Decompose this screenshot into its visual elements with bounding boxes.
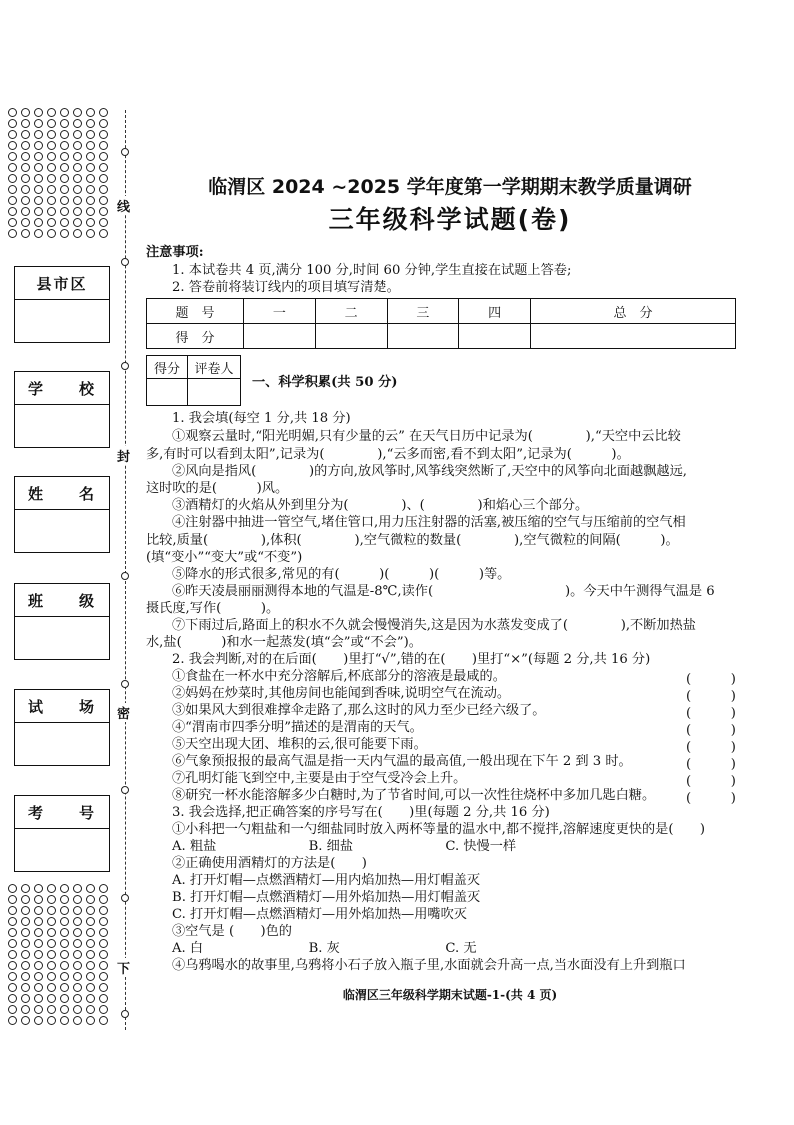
school-field[interactable] xyxy=(14,371,110,448)
binding-dot-icon xyxy=(99,163,108,172)
binding-dot-icon xyxy=(86,906,95,915)
binding-dot-icon xyxy=(73,961,82,970)
q3-3: ③空气是 ( )色的 xyxy=(172,924,292,939)
binding-dot-icon xyxy=(8,950,17,959)
binding-dot xyxy=(121,572,129,580)
binding-dot-icon xyxy=(47,917,56,926)
binding-dot-icon xyxy=(34,972,43,981)
binding-dot-icon xyxy=(99,939,108,948)
class-field[interactable] xyxy=(14,583,110,660)
binding-dot-icon xyxy=(21,218,30,227)
binding-dot-icon xyxy=(99,928,108,937)
binding-dot-icon xyxy=(47,961,56,970)
score-header-4: 四 xyxy=(459,299,531,324)
binding-dot-icon xyxy=(47,884,56,893)
binding-dot-icon xyxy=(34,108,43,117)
binding-dot-icon xyxy=(47,1016,56,1025)
binding-dot-icon xyxy=(34,152,43,161)
binding-dot-icon xyxy=(34,185,43,194)
binding-dot-icon xyxy=(99,207,108,216)
q3-2: ②正确使用酒精灯的方法是( ) xyxy=(172,856,367,871)
score-row-label: 得 分 xyxy=(147,324,244,349)
q3-heading: 3. 我会选择,把正确答案的序号写在( )里(每题 2 分,共 16 分) xyxy=(172,805,550,820)
q2-5: ⑤天空出现大团、堆积的云,很可能要下雨。 xyxy=(172,737,427,752)
binding-dot-icon xyxy=(73,928,82,937)
q3-1: ①小科把一勺粗盐和一勺细盐同时放入两杯等量的温水中,都不搅拌,溶解速度更快的是( ) xyxy=(172,822,705,837)
binding-dot-icon xyxy=(99,185,108,194)
q1-heading: 1. 我会填(每空 1 分,共 18 分) xyxy=(172,411,351,426)
binding-dot-icon xyxy=(86,994,95,1003)
binding-dot-icon xyxy=(99,994,108,1003)
binding-dot-icon xyxy=(47,994,56,1003)
exam-number-label: 考 号 xyxy=(27,803,96,822)
binding-dot-icon xyxy=(21,895,30,904)
binding-dot-icon xyxy=(47,939,56,948)
binding-dot xyxy=(121,148,129,156)
binding-char-xia: 下 xyxy=(117,958,130,977)
binding-dot-icon xyxy=(21,961,30,970)
binding-dot-icon xyxy=(60,185,69,194)
binding-dot-icon xyxy=(73,141,82,150)
binding-dot-icon xyxy=(86,1016,95,1025)
binding-dot-icon xyxy=(34,961,43,970)
binding-dot-icon xyxy=(34,895,43,904)
binding-dot-icon xyxy=(47,972,56,981)
binding-dot-icon xyxy=(21,917,30,926)
q2-5-answer[interactable]: ( ) xyxy=(686,740,736,755)
binding-dot-icon xyxy=(99,950,108,959)
binding-dot-icon xyxy=(73,895,82,904)
q2-heading: 2. 我会判断,对的在后面( )里打“√”,错的在( )里打“×”(每题 2 分,共 16 分) xyxy=(172,652,651,667)
binding-dot-icon xyxy=(8,229,17,238)
q2-8: ⑧研究一杯水能溶解多少白糖时,为了节省时间,可以一次性往烧杯中多加几匙白糖。 xyxy=(172,788,656,803)
binding-dot-icon xyxy=(21,196,30,205)
binding-dot-icon xyxy=(47,141,56,150)
q3-3-options: A. 白 B. 灰 C. 无 xyxy=(172,941,477,956)
exam-number-field[interactable] xyxy=(14,795,110,872)
binding-dot-icon xyxy=(86,119,95,128)
score-header-3: 三 xyxy=(387,299,459,324)
binding-dot-icon xyxy=(21,119,30,128)
binding-dot-icon xyxy=(21,229,30,238)
binding-dot-icon xyxy=(60,1005,69,1014)
q2-2: ②妈妈在炒菜时,其他房间也能闻到香味,说明空气在流动。 xyxy=(172,686,511,701)
binding-dot-icon xyxy=(8,207,17,216)
q2-8-answer[interactable]: ( ) xyxy=(686,791,736,806)
binding-dot-icon xyxy=(99,174,108,183)
binding-dot-icon xyxy=(21,906,30,915)
binding-dot-icon xyxy=(60,961,69,970)
binding-dot-icon xyxy=(47,218,56,227)
binding-dot-icon xyxy=(73,207,82,216)
q2-4: ④“渭南市四季分明”描述的是渭南的天气。 xyxy=(172,720,423,735)
q2-7: ⑦孔明灯能飞到空中,主要是由于空气受冷会上升。 xyxy=(172,771,467,786)
binding-dot-icon xyxy=(8,130,17,139)
name-field[interactable] xyxy=(14,476,110,553)
binding-dot-icon xyxy=(99,229,108,238)
binding-dot-icon xyxy=(21,1005,30,1014)
binding-dot-icon xyxy=(21,207,30,216)
score-table xyxy=(146,298,736,349)
grader-name-label: 评卷人 xyxy=(188,356,241,379)
binding-char-feng: 封 xyxy=(117,446,130,465)
binding-dot-icon xyxy=(8,917,17,926)
binding-dot-icon xyxy=(34,207,43,216)
binding-dot-icon xyxy=(86,229,95,238)
binding-dot-icon xyxy=(21,174,30,183)
q3-2-option-c: C. 打开灯帽—点燃酒精灯—用外焰加热—用嘴吹灭 xyxy=(172,907,467,922)
binding-dot-icon xyxy=(8,895,17,904)
binding-dot-icon xyxy=(73,884,82,893)
binding-dot-icon xyxy=(73,130,82,139)
binding-dot-icon xyxy=(60,950,69,959)
binding-dot xyxy=(121,680,129,688)
grader-score-label: 得分 xyxy=(147,356,188,379)
score-header-total: 总 分 xyxy=(531,299,736,324)
binding-dot-icon xyxy=(47,950,56,959)
binding-dot-icon xyxy=(86,141,95,150)
school-label: 学 校 xyxy=(27,379,96,398)
binding-char-mi: 密 xyxy=(117,703,130,722)
binding-dot-icon xyxy=(99,895,108,904)
binding-dot-icon xyxy=(86,961,95,970)
binding-dot-icon xyxy=(47,119,56,128)
q1-7-line-2: 水,盐( )和水一起蒸发(填“会”或“不会”)。 xyxy=(146,635,422,650)
binding-dot-icon xyxy=(60,895,69,904)
exam-room-field[interactable] xyxy=(14,689,110,766)
binding-dot-icon xyxy=(60,141,69,150)
binding-dot-icon xyxy=(60,174,69,183)
q1-7-line-1: ⑦下雨过后,路面上的积水不久就会慢慢消失,这是因为水蒸发变成了( ),不断加热盐 xyxy=(172,618,696,633)
binding-dot-icon xyxy=(73,163,82,172)
binding-dot-icon xyxy=(8,961,17,970)
binding-dot-icon xyxy=(86,130,95,139)
binding-dot-icon xyxy=(21,928,30,937)
binding-dot-icon xyxy=(60,994,69,1003)
exam-subtitle: 三年级科学试题(卷) xyxy=(328,205,572,234)
binding-dot-icon xyxy=(60,119,69,128)
binding-dot-icon xyxy=(99,906,108,915)
binding-dot-icon xyxy=(60,196,69,205)
binding-dot-icon xyxy=(8,174,17,183)
q1-4-line-1: ④注射器中抽进一管空气,堵住管口,用力压注射器的活塞,被压缩的空气与压缩前的空气相 xyxy=(172,515,686,530)
binding-dot-icon xyxy=(86,917,95,926)
county-label: 县市区 xyxy=(36,274,88,293)
binding-dot-pattern-top xyxy=(8,108,116,238)
binding-dot-icon xyxy=(8,141,17,150)
score-header-1: 一 xyxy=(244,299,316,324)
binding-dot-icon xyxy=(21,108,30,117)
binding-dot-icon xyxy=(86,108,95,117)
binding-dot-icon xyxy=(86,218,95,227)
binding-dot-icon xyxy=(99,884,108,893)
binding-dot-icon xyxy=(8,939,17,948)
binding-dot-icon xyxy=(21,152,30,161)
binding-dot xyxy=(121,894,129,902)
binding-dot-icon xyxy=(73,218,82,227)
binding-dot-icon xyxy=(99,972,108,981)
binding-dot-icon xyxy=(60,229,69,238)
class-label: 班 级 xyxy=(27,591,96,610)
q3-4: ④乌鸦喝水的故事里,乌鸦将小石子放入瓶子里,水面就会升高一点,当水面没有上升到瓶口 xyxy=(172,958,686,973)
q2-1-answer[interactable]: ( ) xyxy=(686,672,736,687)
binding-dot-icon xyxy=(8,906,17,915)
binding-dot-icon xyxy=(8,972,17,981)
binding-dot-icon xyxy=(99,130,108,139)
binding-dot-icon xyxy=(73,983,82,992)
binding-dot-icon xyxy=(60,207,69,216)
binding-dot-icon xyxy=(34,906,43,915)
binding-dot-icon xyxy=(34,994,43,1003)
binding-dot-icon xyxy=(73,939,82,948)
binding-dot-icon xyxy=(86,152,95,161)
notice-heading: 注意事项: xyxy=(146,245,204,260)
binding-dot xyxy=(121,362,129,370)
binding-dot-icon xyxy=(73,972,82,981)
binding-dot-icon xyxy=(34,196,43,205)
binding-dot-icon xyxy=(86,950,95,959)
binding-dot-icon xyxy=(99,961,108,970)
binding-dot-icon xyxy=(21,939,30,948)
notice-item-1: 1. 本试卷共 4 页,满分 100 分,时间 60 分钟,学生直接在试题上答卷; xyxy=(172,263,572,278)
binding-dot-icon xyxy=(8,196,17,205)
binding-dot-icon xyxy=(34,1005,43,1014)
binding-dot-icon xyxy=(47,983,56,992)
binding-dot-icon xyxy=(47,895,56,904)
binding-dot-icon xyxy=(21,163,30,172)
binding-dot-icon xyxy=(34,141,43,150)
q1-1-line-2: 多,有时可以看到太阳”,记录为( ),“云多而密,看不到太阳”,记录为( )。 xyxy=(146,447,630,462)
binding-dot-icon xyxy=(34,174,43,183)
page-footer: 临渭区三年级科学期末试题-1-(共 4 页) xyxy=(342,988,558,1002)
binding-dot-icon xyxy=(99,141,108,150)
binding-dot-icon xyxy=(8,1016,17,1025)
binding-dot-icon xyxy=(8,983,17,992)
binding-dot-icon xyxy=(8,108,17,117)
binding-dot-icon xyxy=(73,906,82,915)
binding-dot-icon xyxy=(73,950,82,959)
binding-dot-icon xyxy=(99,196,108,205)
binding-dot-icon xyxy=(47,229,56,238)
binding-dot-icon xyxy=(47,928,56,937)
binding-dot-icon xyxy=(34,163,43,172)
binding-dot-icon xyxy=(99,119,108,128)
binding-dot-icon xyxy=(60,928,69,937)
binding-dot-icon xyxy=(99,983,108,992)
binding-dot-icon xyxy=(86,196,95,205)
name-label: 姓 名 xyxy=(27,484,96,503)
binding-dot-icon xyxy=(73,1016,82,1025)
binding-dot-icon xyxy=(86,185,95,194)
binding-dot-icon xyxy=(47,174,56,183)
binding-dot-icon xyxy=(99,218,108,227)
binding-dot-icon xyxy=(73,174,82,183)
binding-dot-icon xyxy=(86,884,95,893)
binding-dot-icon xyxy=(99,917,108,926)
q2-6: ⑥气象预报报的最高气温是指一天内气温的最高值,一般出现在下午 2 到 3 时。 xyxy=(172,754,632,769)
binding-dot-icon xyxy=(34,218,43,227)
q3-1-options: A. 粗盐 B. 细盐 C. 快慢一样 xyxy=(172,839,517,854)
q1-6-line-1: ⑥昨天凌晨丽丽测得本地的气温是-8℃,读作( )。今天中午测得气温是 6 xyxy=(172,584,715,599)
binding-dot-icon xyxy=(47,152,56,161)
binding-dot-icon xyxy=(34,1016,43,1025)
binding-dot-icon xyxy=(60,108,69,117)
q1-2-line-2: 这时吹的是( )风。 xyxy=(146,481,289,496)
q2-4-answer[interactable]: ( ) xyxy=(686,723,736,738)
q1-6-line-2: 摄氏度,写作( )。 xyxy=(146,601,280,616)
binding-dot-icon xyxy=(8,119,17,128)
binding-dot-pattern-bottom xyxy=(8,884,116,1025)
binding-dot-icon xyxy=(99,152,108,161)
binding-dot-icon xyxy=(21,983,30,992)
grader-score-cell[interactable] xyxy=(147,379,188,406)
q3-2-option-a: A. 打开灯帽—点燃酒精灯—用内焰加热—用灯帽盖灭 xyxy=(172,873,481,888)
q1-2-line-1: ②风向是指风( )的方向,放风筝时,风筝线突然断了,天空中的风筝向北面越飘越远, xyxy=(172,464,687,479)
binding-dot-icon xyxy=(99,1005,108,1014)
binding-dot-icon xyxy=(99,1016,108,1025)
binding-dot-icon xyxy=(21,1016,30,1025)
binding-dot xyxy=(121,1010,129,1018)
notice-item-2: 2. 答卷前将装订线内的项目填写清楚。 xyxy=(172,280,400,295)
binding-dot-icon xyxy=(73,108,82,117)
binding-dot-icon xyxy=(21,141,30,150)
binding-dot-icon xyxy=(21,994,30,1003)
binding-dot-icon xyxy=(73,185,82,194)
score-cell-1[interactable] xyxy=(244,324,316,349)
q2-3: ③如果风大到很难撑伞走路了,那么这时的风力至少已经六级了。 xyxy=(172,703,546,718)
binding-dot-icon xyxy=(86,928,95,937)
binding-dot-icon xyxy=(34,917,43,926)
binding-dot-icon xyxy=(60,972,69,981)
binding-dot xyxy=(121,786,129,794)
binding-dot-icon xyxy=(60,152,69,161)
binding-dot-icon xyxy=(47,207,56,216)
q3-2-option-b: B. 打开灯帽—点燃酒精灯—用外焰加热—用灯帽盖灭 xyxy=(172,890,481,905)
binding-dot-icon xyxy=(21,884,30,893)
county-field[interactable] xyxy=(14,266,110,343)
binding-dot-icon xyxy=(60,130,69,139)
binding-dot-icon xyxy=(60,906,69,915)
q2-7-answer[interactable]: ( ) xyxy=(686,774,736,789)
binding-line xyxy=(125,110,126,1030)
score-cell-3[interactable] xyxy=(387,324,459,349)
binding-dot xyxy=(121,258,129,266)
binding-dot-icon xyxy=(34,939,43,948)
binding-dot-icon xyxy=(8,218,17,227)
binding-dot-icon xyxy=(34,130,43,139)
q2-2-answer[interactable]: ( ) xyxy=(686,689,736,704)
binding-dot-icon xyxy=(73,1005,82,1014)
binding-dot-icon xyxy=(47,906,56,915)
binding-dot-icon xyxy=(86,163,95,172)
binding-dot-icon xyxy=(60,939,69,948)
section-1-title: 一、科学积累(共 50 分) xyxy=(252,375,398,390)
binding-dot-icon xyxy=(47,1005,56,1014)
binding-dot-icon xyxy=(21,130,30,139)
binding-dot-icon xyxy=(86,939,95,948)
binding-dot-icon xyxy=(60,163,69,172)
binding-dot-icon xyxy=(47,163,56,172)
binding-dot-icon xyxy=(8,185,17,194)
binding-dot-icon xyxy=(34,119,43,128)
binding-dot-icon xyxy=(8,163,17,172)
binding-dot-icon xyxy=(21,185,30,194)
binding-dot-icon xyxy=(60,218,69,227)
binding-dot-icon xyxy=(86,983,95,992)
binding-dot-icon xyxy=(99,108,108,117)
binding-dot-icon xyxy=(8,152,17,161)
grader-table xyxy=(146,355,241,406)
score-cell-2[interactable] xyxy=(315,324,387,349)
binding-dot-icon xyxy=(47,196,56,205)
binding-dot-icon xyxy=(60,884,69,893)
binding-dot-icon xyxy=(73,229,82,238)
binding-dot-icon xyxy=(8,1005,17,1014)
q2-1: ①食盐在一杯水中充分溶解后,杯底部分的溶液是最咸的。 xyxy=(172,669,506,684)
binding-dot-icon xyxy=(73,119,82,128)
binding-dot-icon xyxy=(47,108,56,117)
score-header-2: 二 xyxy=(315,299,387,324)
binding-dot-icon xyxy=(73,994,82,1003)
binding-dot-icon xyxy=(86,1005,95,1014)
exam-title: 临渭区 2024 ~2025 学年度第一学期期末教学质量调研 xyxy=(208,176,692,198)
score-cell-total[interactable] xyxy=(531,324,736,349)
q1-3: ③酒精灯的火焰从外到里分为( )、( )和焰心三个部分。 xyxy=(172,498,589,513)
binding-dot-icon xyxy=(86,895,95,904)
q1-5: ⑤降水的形式很多,常见的有( )( )( )等。 xyxy=(172,567,511,582)
q2-6-answer[interactable]: ( ) xyxy=(686,757,736,772)
binding-dot-icon xyxy=(86,972,95,981)
binding-dot-icon xyxy=(86,174,95,183)
binding-dot-icon xyxy=(47,130,56,139)
binding-dot-icon xyxy=(21,950,30,959)
binding-char-xian: 线 xyxy=(117,196,130,215)
binding-dot-icon xyxy=(8,884,17,893)
binding-dot-icon xyxy=(8,928,17,937)
binding-dot-icon xyxy=(60,917,69,926)
binding-dot-icon xyxy=(34,884,43,893)
binding-dot-icon xyxy=(73,152,82,161)
q1-4-line-3: (填“变小”“变大”或“不变”) xyxy=(146,550,303,565)
binding-dot-icon xyxy=(60,1016,69,1025)
binding-dot-icon xyxy=(34,983,43,992)
binding-dot-icon xyxy=(34,928,43,937)
binding-dot-icon xyxy=(21,972,30,981)
q1-4-line-2: 比较,质量( ),体积( ),空气微粒的数量( ),空气微粒的间隔( )。 xyxy=(146,533,679,548)
binding-dot-icon xyxy=(8,994,17,1003)
score-cell-4[interactable] xyxy=(459,324,531,349)
score-header-label: 题 号 xyxy=(147,299,244,324)
binding-dot-icon xyxy=(73,196,82,205)
binding-dot-icon xyxy=(60,983,69,992)
exam-room-label: 试 场 xyxy=(27,697,96,716)
grader-name-cell[interactable] xyxy=(188,379,241,406)
q1-1-line-1: ①观察云量时,“阳光明媚,只有少量的云” 在天气日历中记录为( ),“天空中云比较 xyxy=(172,429,681,444)
binding-dot-icon xyxy=(47,185,56,194)
binding-dot-icon xyxy=(86,207,95,216)
binding-dot-icon xyxy=(73,917,82,926)
binding-dot-icon xyxy=(34,950,43,959)
binding-dot-icon xyxy=(34,229,43,238)
q2-3-answer[interactable]: ( ) xyxy=(686,706,736,721)
